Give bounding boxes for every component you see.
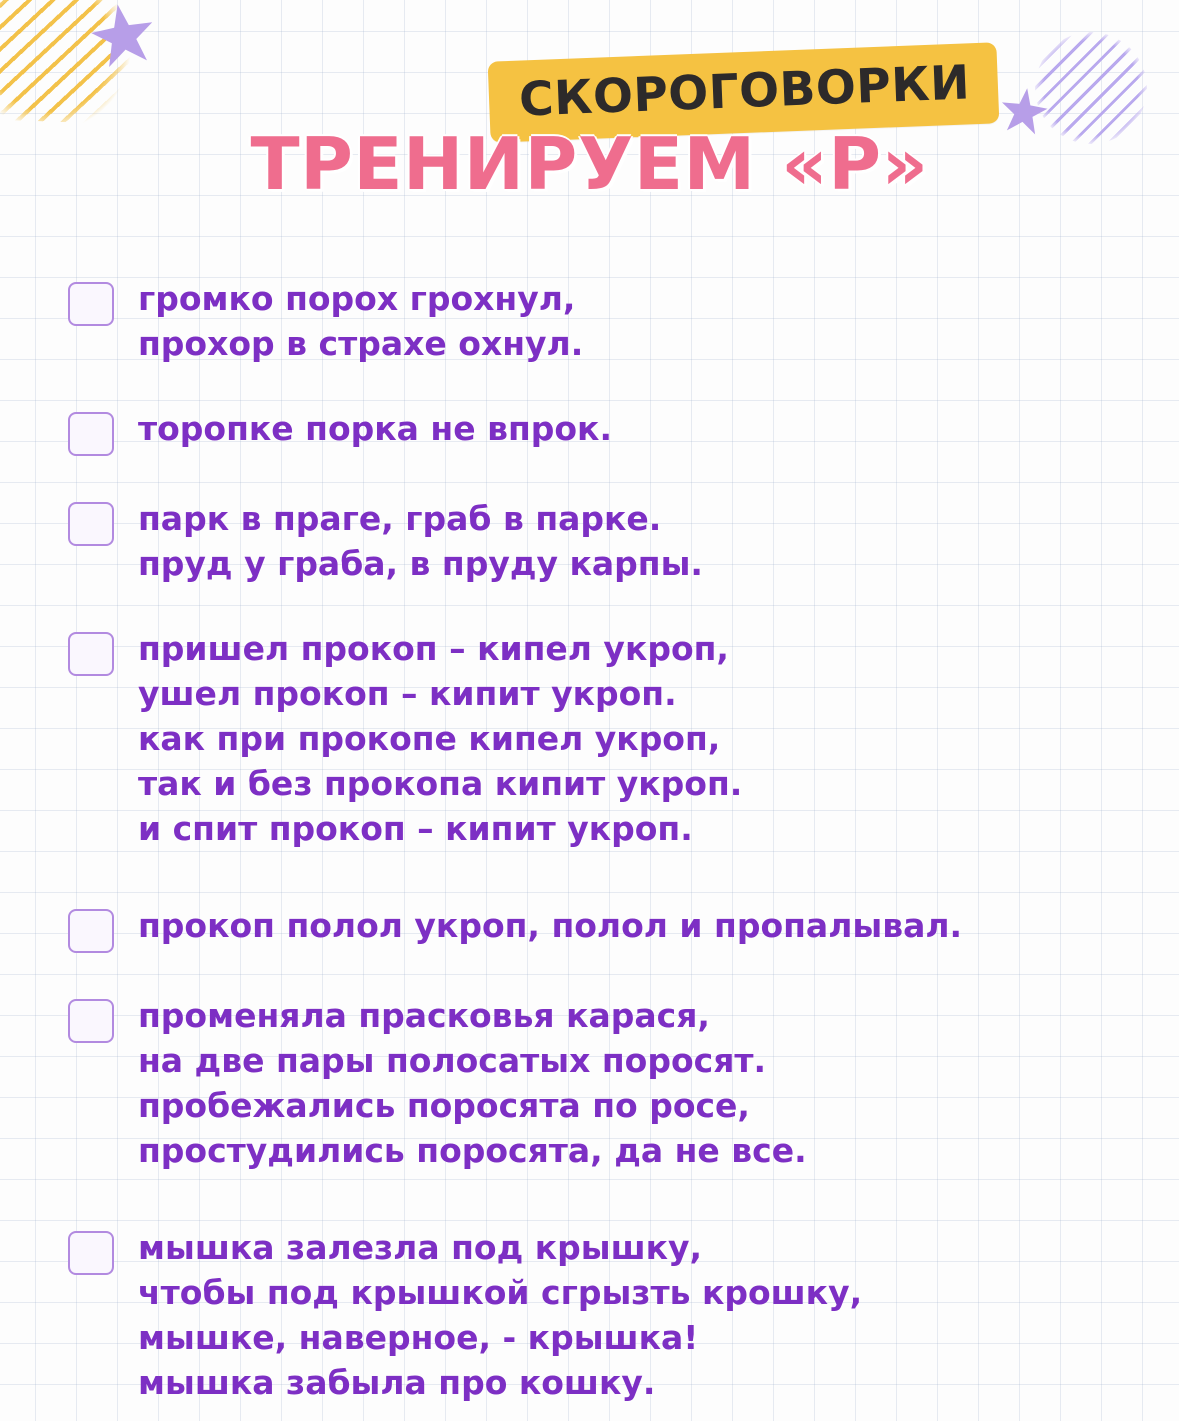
item-text	[138, 626, 1139, 851]
tongue-twister-list	[0, 242, 1179, 1405]
list-item[interactable]	[68, 903, 1139, 953]
list-item[interactable]	[68, 626, 1139, 851]
list-item[interactable]	[68, 406, 1139, 456]
text-line: мышке, наверное, - крышка!	[138, 1318, 699, 1357]
item-checkbox[interactable]	[68, 502, 114, 546]
category-badge-label: СКОРОГОВОРКИ	[518, 55, 972, 128]
text-line: так и без прокопа кипит укроп.	[138, 764, 743, 803]
item-checkbox[interactable]	[68, 282, 114, 326]
item-text	[138, 1225, 1139, 1405]
list-item[interactable]	[68, 1225, 1139, 1405]
text-line: мышка забыла про кошку.	[138, 1363, 656, 1402]
text-line: прохор в страхе охнул.	[138, 324, 584, 363]
text-line: чтобы под крышкой сгрызть крошку,	[138, 1273, 863, 1312]
item-text	[138, 903, 1139, 948]
text-line: пробежались поросята по росе,	[138, 1086, 750, 1125]
item-text	[138, 993, 1139, 1173]
list-item[interactable]	[68, 276, 1139, 366]
text-line: пришел прокоп – кипел укроп,	[138, 629, 729, 668]
text-line: променяла прасковья карася,	[138, 996, 710, 1035]
item-checkbox[interactable]	[68, 909, 114, 953]
text-line: парк в праге, граб в парке.	[138, 499, 662, 538]
item-checkbox[interactable]	[68, 1231, 114, 1275]
item-checkbox[interactable]	[68, 412, 114, 456]
list-item[interactable]	[68, 993, 1139, 1173]
text-line: как при прокопе кипел укроп,	[138, 719, 721, 758]
page-header	[0, 0, 1179, 242]
text-line: торопке порка не впрок.	[138, 409, 612, 448]
item-text	[138, 406, 1139, 451]
text-line: на две пары полосатых поросят.	[138, 1041, 767, 1080]
text-line: громко порох грохнул,	[138, 279, 576, 318]
list-item[interactable]	[68, 496, 1139, 586]
text-line: прокоп полол укроп, полол и пропалывал.	[138, 906, 963, 945]
page-title: ТРЕНИРУЕМ «Р»	[250, 122, 929, 206]
item-text	[138, 496, 1139, 586]
text-line: ушел прокоп – кипит укроп.	[138, 674, 677, 713]
text-line: простудились поросята, да не все.	[138, 1131, 807, 1170]
item-text	[138, 276, 1139, 366]
text-line: мышка залезла под крышку,	[138, 1228, 703, 1267]
text-line: пруд у граба, в пруду карпы.	[138, 544, 703, 583]
item-checkbox[interactable]	[68, 632, 114, 676]
item-checkbox[interactable]	[68, 999, 114, 1043]
text-line: и спит прокоп – кипит укроп.	[138, 809, 693, 848]
